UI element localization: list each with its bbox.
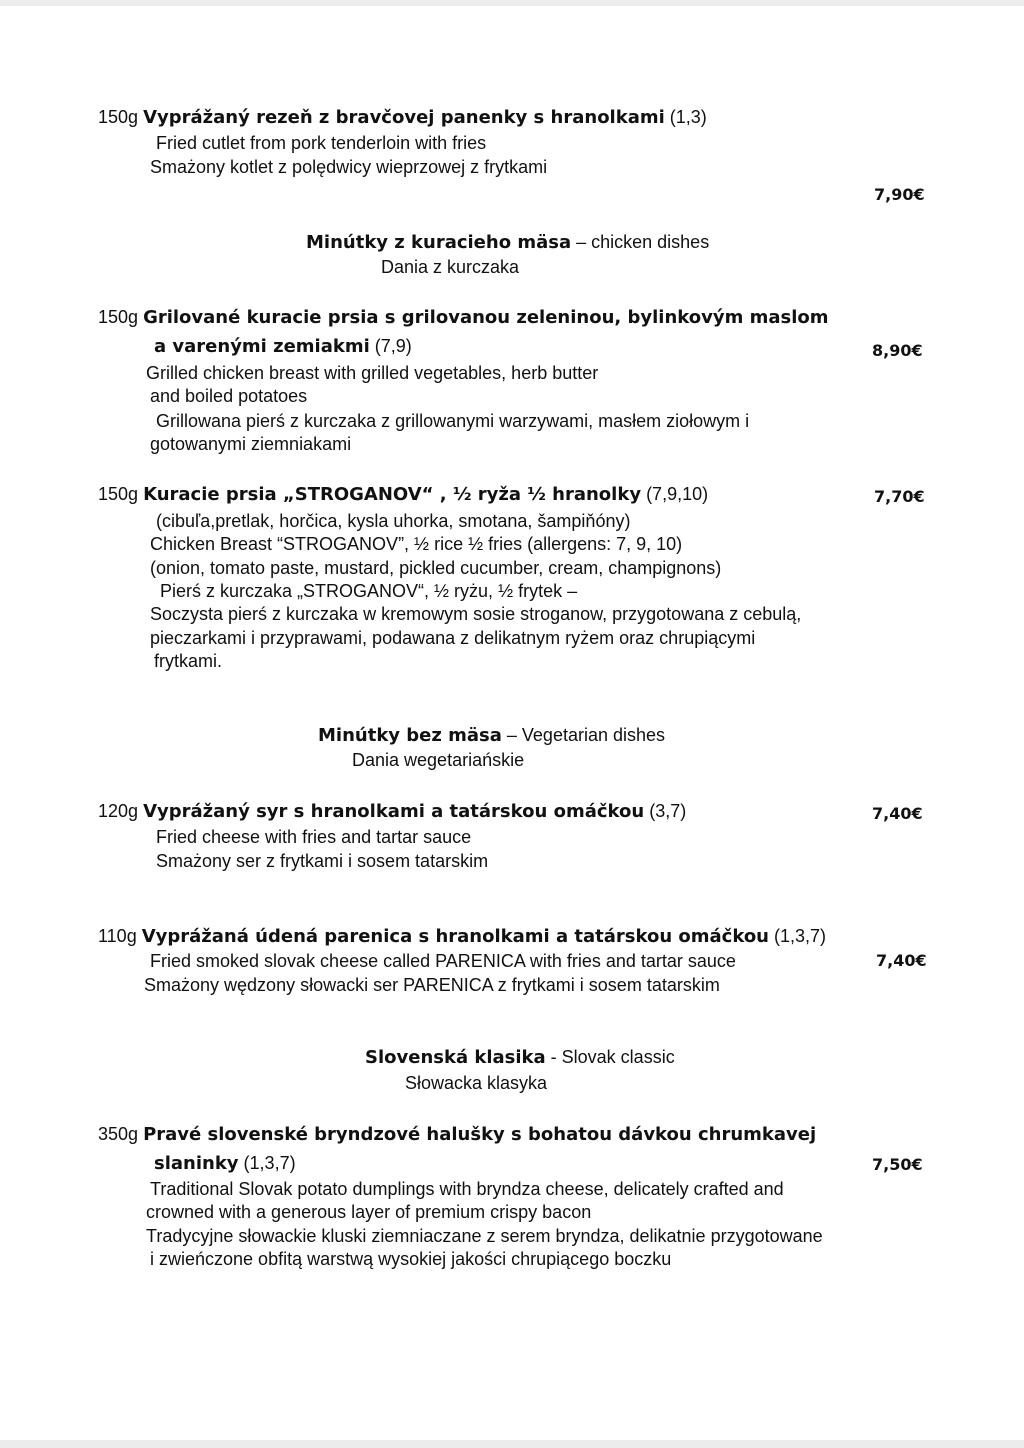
item-translation: (onion, tomato paste, mustard, pickled cucumber, cream, champignons) bbox=[150, 558, 722, 578]
item-translation: i zwieńczone obfitą warstwą wysokiej jakości chrupiącego boczku bbox=[150, 1249, 672, 1269]
menu-item-title-cont bbox=[154, 1152, 296, 1175]
item-translation: Fried cheese with fries and tartar sauce bbox=[156, 827, 472, 847]
item-name: Vyprážaný rezeň z bravčovej panenky s hranolkami bbox=[143, 107, 665, 128]
item-allergens: (1,3) bbox=[664, 107, 707, 127]
item-allergens: (7,9,10) bbox=[641, 484, 709, 504]
menu-item-title bbox=[98, 800, 686, 823]
menu-item-title bbox=[98, 483, 708, 506]
item-weight: 350g bbox=[98, 1124, 139, 1144]
item-price: 7,40€ bbox=[872, 804, 923, 823]
section-heading bbox=[318, 724, 665, 747]
item-weight: 120g bbox=[98, 801, 139, 821]
item-translation: Traditional Slovak potato dumplings with bryndza cheese, delicately crafted and bbox=[150, 1179, 784, 1199]
item-translation: frytkami. bbox=[154, 651, 223, 671]
menu-item-title-cont bbox=[154, 335, 412, 358]
menu-item-title bbox=[98, 1123, 816, 1146]
item-translation: Grilled chicken breast with grilled vegetables, herb butter bbox=[146, 363, 599, 383]
item-translation: Smażony wędzony słowacki ser PARENICA z frytkami i sosem tatarskim bbox=[144, 975, 720, 995]
item-price: 7,40€ bbox=[876, 951, 927, 970]
section-title: Slovenská klasika bbox=[365, 1047, 546, 1068]
section-separator: – bbox=[571, 232, 592, 252]
item-allergens: (1,3,7) bbox=[238, 1153, 296, 1173]
section-subtitle: Slovak classic bbox=[561, 1047, 675, 1067]
item-weight: 150g bbox=[98, 484, 139, 504]
page-edge-bottom bbox=[0, 1440, 1024, 1448]
menu-item-title bbox=[98, 106, 707, 129]
item-price: 7,50€ bbox=[872, 1155, 923, 1174]
item-name-cont: slaninky bbox=[154, 1153, 239, 1174]
item-translation: pieczarkami i przyprawami, podawana z delikatnym ryżem oraz chrupiącymi bbox=[150, 628, 756, 648]
item-price: 8,90€ bbox=[872, 341, 923, 360]
item-translation: Fried smoked slovak cheese called PARENICA with fries and tartar sauce bbox=[150, 951, 736, 971]
item-translation: Fried cutlet from pork tenderloin with fries bbox=[156, 133, 487, 153]
item-name: Vyprážaný syr s hranolkami a tatárskou omáčkou bbox=[143, 801, 645, 822]
section-separator: - bbox=[545, 1047, 562, 1067]
section-separator: – bbox=[501, 725, 522, 745]
section-heading bbox=[365, 1046, 675, 1069]
item-price: 7,90€ bbox=[874, 185, 925, 204]
item-translation: Tradycyjne słowackie kluski ziemniaczane z serem bryndza, delikatnie przygotowane bbox=[146, 1226, 823, 1246]
item-translation: Grillowana pierś z kurczaka z grillowanymi warzywami, masłem ziołowym i bbox=[156, 411, 750, 431]
item-name: Grilované kuracie prsia s grilovanou zeleninou, bylinkovým maslom bbox=[143, 307, 829, 328]
item-weight: 150g bbox=[98, 107, 139, 127]
item-name-cont: a varenými zemiakmi bbox=[154, 336, 370, 357]
item-price: 7,70€ bbox=[874, 487, 925, 506]
item-weight: 150g bbox=[98, 307, 139, 327]
section-title: Minútky z kuracieho mäsa bbox=[306, 232, 572, 253]
section-subtitle-pl: Słowacka klasyka bbox=[405, 1073, 548, 1093]
item-translation: Smażony kotlet z polędwicy wieprzowej z frytkami bbox=[150, 157, 548, 177]
item-name: Vyprážaná údená parenica s hranolkami a tatárskou omáčkou bbox=[141, 926, 770, 947]
item-translation: (cibuľa,pretlak, horčica, kysla uhorka, smotana, šampiňóny) bbox=[156, 511, 631, 531]
section-subtitle-pl: Dania wegetariańskie bbox=[352, 750, 525, 770]
item-translation: and boiled potatoes bbox=[150, 386, 308, 406]
page-edge-top bbox=[0, 0, 1024, 6]
item-name: Kuracie prsia „STROGANOV“ , ½ ryža ½ hranolky bbox=[143, 484, 642, 505]
item-translation: crowned with a generous layer of premium crispy bacon bbox=[146, 1202, 592, 1222]
item-translation: Soczysta pierś z kurczaka w kremowym sosie stroganow, przygotowana z cebulą, bbox=[150, 604, 802, 624]
item-weight: 110g bbox=[98, 926, 137, 946]
item-allergens: (1,3,7) bbox=[769, 926, 827, 946]
item-allergens: (3,7) bbox=[644, 801, 687, 821]
menu-item-title bbox=[98, 306, 829, 329]
menu-item-title bbox=[98, 925, 826, 948]
section-subtitle-pl: Dania z kurczaka bbox=[381, 257, 520, 277]
item-translation: Smażony ser z frytkami i sosem tatarskim bbox=[156, 851, 489, 871]
item-translation: Chicken Breast “STROGANOV”, ½ rice ½ fries (allergens: 7, 9, 10) bbox=[150, 534, 683, 554]
item-allergens: (7,9) bbox=[369, 336, 412, 356]
item-translation: Pierś z kurczaka „STROGANOV“, ½ ryżu, ½ frytek – bbox=[160, 581, 578, 601]
section-subtitle: Vegetarian dishes bbox=[521, 725, 666, 745]
section-title: Minútky bez mäsa bbox=[318, 725, 502, 746]
section-heading bbox=[306, 231, 709, 254]
item-name: Pravé slovenské bryndzové halušky s bohatou dávkou chrumkavej bbox=[143, 1124, 817, 1145]
section-subtitle: chicken dishes bbox=[591, 232, 710, 252]
item-translation: gotowanymi ziemniakami bbox=[150, 434, 352, 454]
